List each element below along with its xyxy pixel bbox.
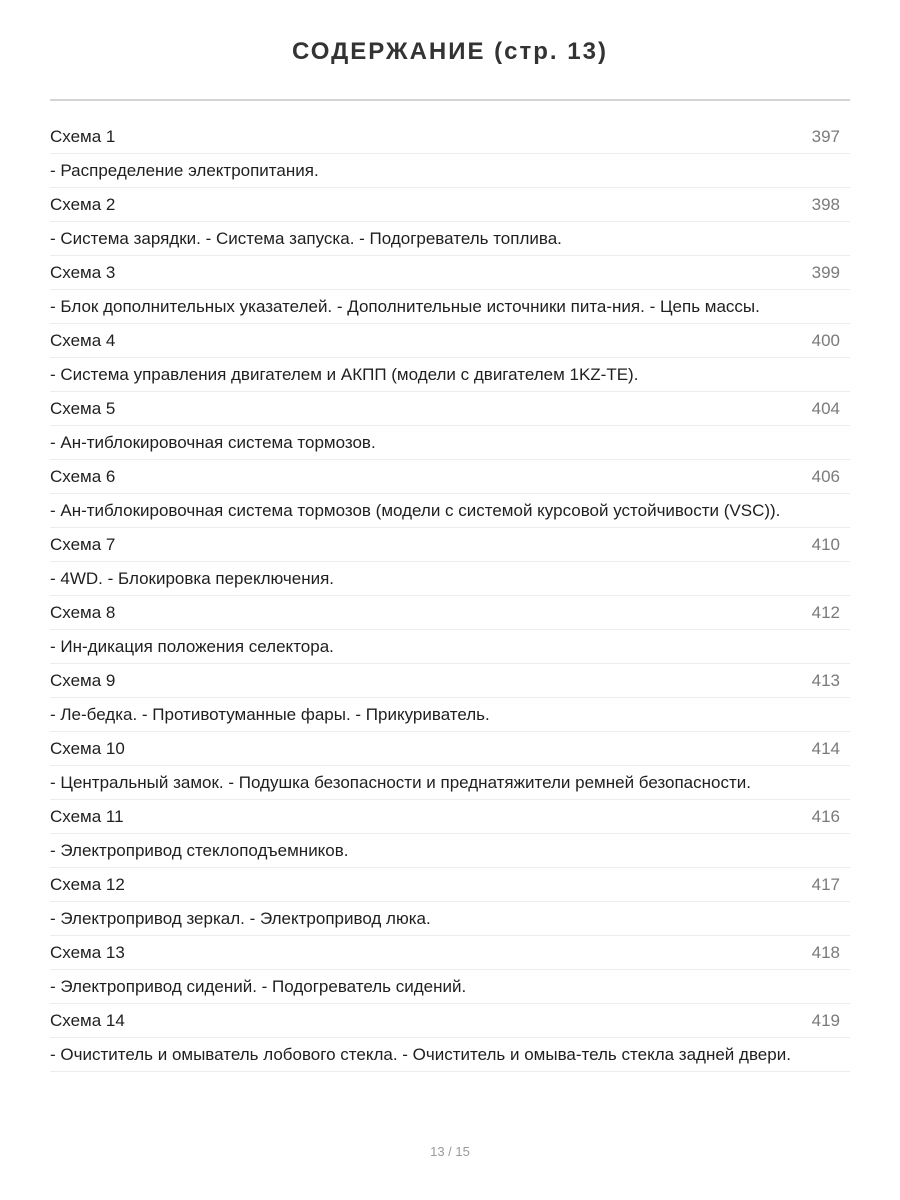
toc-entry-5-description <box>50 426 850 460</box>
toc-entry-9[interactable] <box>50 664 850 698</box>
entry-page-number: 410 <box>811 534 840 554</box>
toc-entry-4-description <box>50 358 850 392</box>
toc-entry-3-description <box>50 290 850 324</box>
toc-entry-13[interactable] <box>50 936 850 970</box>
entry-title: Схема 14 <box>50 1010 125 1030</box>
entry-page-number: 400 <box>811 330 840 350</box>
entry-description: - Распределение электропитания. <box>50 160 319 180</box>
entry-description: - 4WD. - Блокировка переключения. <box>50 568 335 588</box>
entry-title: Схема 8 <box>50 602 116 622</box>
entry-description: - Ан-тиблокировочная система тормозов. <box>50 432 376 452</box>
toc-entry-7-description <box>50 562 850 596</box>
toc-entry-11[interactable] <box>50 800 850 834</box>
entry-description: - Электропривод сидений. - Подогреватель сидений. <box>50 976 467 996</box>
entry-title: Схема 5 <box>50 398 116 418</box>
toc-entry-1[interactable] <box>50 120 850 154</box>
toc-entry-13-description <box>50 970 850 1004</box>
toc-entry-12[interactable] <box>50 868 850 902</box>
entry-page-number: 397 <box>811 126 840 146</box>
entry-page-number: 416 <box>811 806 840 826</box>
toc-entry-12-description <box>50 902 850 936</box>
title-divider <box>50 99 850 101</box>
entry-page-number: 418 <box>811 942 840 962</box>
entry-title: Схема 7 <box>50 534 116 554</box>
toc-entry-2-description <box>50 222 850 256</box>
toc-entry-10[interactable] <box>50 732 850 766</box>
entry-description: - Ин-дикация положения селектора. <box>50 636 334 656</box>
entry-description: - Центральный замок. - Подушка безопасности и преднатяжители ремней безопасности. <box>50 772 751 792</box>
entry-page-number: 399 <box>811 262 840 282</box>
toc-entry-14-description <box>50 1038 850 1072</box>
entry-description: - Ле-бедка. - Противотуманные фары. - Прикуриватель. <box>50 704 490 724</box>
entry-title: Схема 1 <box>50 126 116 146</box>
entry-title: Схема 10 <box>50 738 125 758</box>
toc-entry-6-description <box>50 494 850 528</box>
entry-description: - Электропривод стеклоподъемников. <box>50 840 349 860</box>
entry-description: - Блок дополнительных указателей. - Дополнительные источники пита-ния. - Цепь массы. <box>50 296 760 316</box>
toc-entry-9-description <box>50 698 850 732</box>
entry-title: Схема 2 <box>50 194 116 214</box>
entry-title: Схема 4 <box>50 330 116 350</box>
entry-page-number: 398 <box>811 194 840 214</box>
entry-description: - Электропривод зеркал. - Электропривод люка. <box>50 908 431 928</box>
page-title: СОДЕРЖАНИЕ (стр. 13) <box>292 38 608 65</box>
entry-description: - Очиститель и омыватель лобового стекла. - Очиститель и омыва-тель стекла задней двери. <box>50 1044 791 1064</box>
toc-entry-8-description <box>50 630 850 664</box>
page-indicator: 13 / 15 <box>430 1144 470 1159</box>
entry-description: - Система управления двигателем и АКПП (модели с двигателем 1KZ-TE). <box>50 364 639 384</box>
entry-title: Схема 11 <box>50 806 124 826</box>
entry-page-number: 417 <box>811 874 840 894</box>
entry-description: - Система зарядки. - Система запуска. - Подогреватель топлива. <box>50 228 562 248</box>
toc-entry-11-description <box>50 834 850 868</box>
entry-title: Схема 13 <box>50 942 125 962</box>
entry-title: Схема 6 <box>50 466 116 486</box>
toc-entry-3[interactable] <box>50 256 850 290</box>
entry-page-number: 413 <box>811 670 840 690</box>
toc-entry-10-description <box>50 766 850 800</box>
toc-entry-8[interactable] <box>50 596 850 630</box>
entry-title: Схема 9 <box>50 670 116 690</box>
entry-page-number: 404 <box>811 398 840 418</box>
entry-description: - Ан-тиблокировочная система тормозов (модели с системой курсовой устойчивости (VSC)). <box>50 500 781 520</box>
entry-page-number: 406 <box>811 466 840 486</box>
toc-entry-7[interactable] <box>50 528 850 562</box>
entry-page-number: 412 <box>811 602 840 622</box>
entry-title: Схема 3 <box>50 262 116 282</box>
toc-entry-4[interactable] <box>50 324 850 358</box>
entry-page-number: 414 <box>811 738 840 758</box>
entry-title: Схема 12 <box>50 874 125 894</box>
toc-entry-5[interactable] <box>50 392 850 426</box>
toc-entry-2[interactable] <box>50 188 850 222</box>
toc-entry-1-description <box>50 154 850 188</box>
toc-list <box>50 120 850 1072</box>
toc-entry-6[interactable] <box>50 460 850 494</box>
entry-page-number: 419 <box>811 1010 840 1030</box>
toc-entry-14[interactable] <box>50 1004 850 1038</box>
